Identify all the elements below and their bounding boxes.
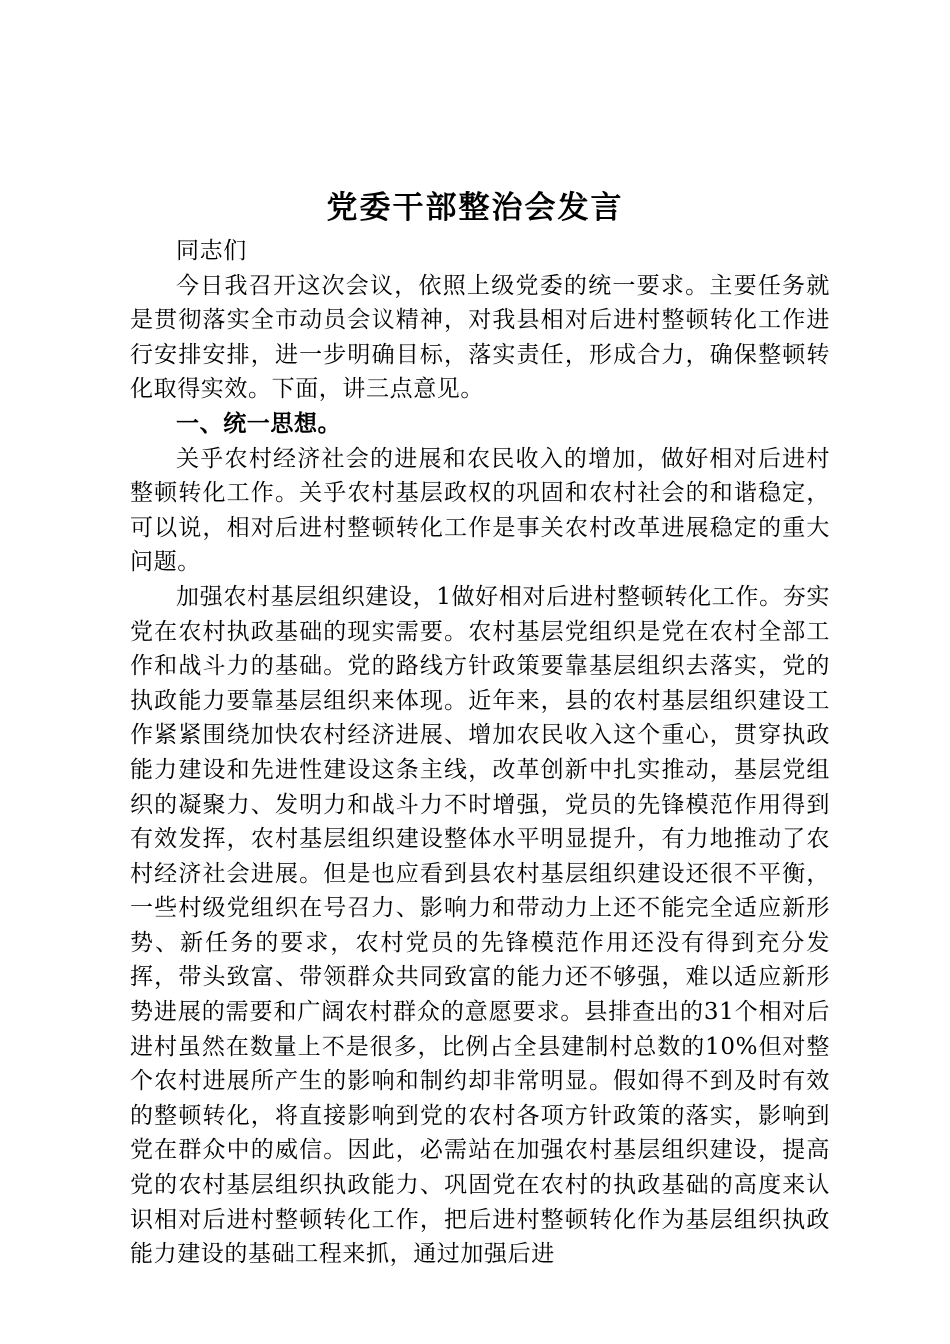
document-title: 党委干部整治会发言 xyxy=(326,190,624,226)
paragraph-significance: 关乎农村经济社会的进展和农民收入的增加，做好相对后进村整顿转化工作。关乎农村基层政权的巩固和农村社会的和谐稳定，可以说，相对后进村整顿转化工作是事关农村改革进展稳定的重大问题。 xyxy=(130,445,830,576)
section-heading: 一、统一思想。 xyxy=(176,409,342,437)
paragraph-organization: 加强农村基层组织建设，1做好相对后进村整顿转化工作。夯实党在农村执政基础的现实需要。农村基层党组织是党在农村全部工作和战斗力的基础。党的路线方针政策要靠基层组织去落实，党的执政能力要靠基层组织来体现。近年来，县的农村基层组织建设工作紧紧围绕加快农村经济进展、增加农民收入这个重心，贯穿执政能力建设和先进性建设这条主线，改革创新中扎实推动，基层党组织的凝聚力、发明力和战斗力不时增强，党员的先锋模范作用得到有效发挥，农村基层组织建设整体水平明显提升，有力地推动了农村经济社会进展。但是也应看到县农村基层组织建设还很不平衡，一些村级党组织在号召力、影响力和带动力上还不能完全适应新形势、新任务的要求，农村党员的先锋模范作用还没有得到充分发挥，带头致富、带领群众共同致富的能力还不够强，难以适应新形势进展的需要和广阔农村群众的意愿要求。县排查出的31个相对后进村虽然在数量上不是很多，比例占全县建制村总数的10%但对整个农村进展所产生的影响和制约却非常明显。假如得不到及时有效的整顿转化，将直接影响到党的农村各项方针政策的落实，影响到党在群众中的威信。因此，必需站在加强农村基层组织建设，提高党的农村基层组织执政能力、巩固党在农村的执政基础的高度来认识相对后进村整顿转化工作，把后进村整顿转化作为基层组织执政能力建设的基础工程来抓，通过加强后进 xyxy=(130,583,830,1268)
document-body xyxy=(130,234,830,1272)
salutation: 同志们 xyxy=(176,238,247,264)
paragraph-intro: 今日我召开这次会议，依照上级党委的统一要求。主要任务就是贯彻落实全市动员会议精神，对我县相对后进村整顿转化工作进行安排安排，进一步明确目标，落实责任，形成合力，确保整顿转化取得实效。下面，讲三点意见。 xyxy=(130,272,830,403)
